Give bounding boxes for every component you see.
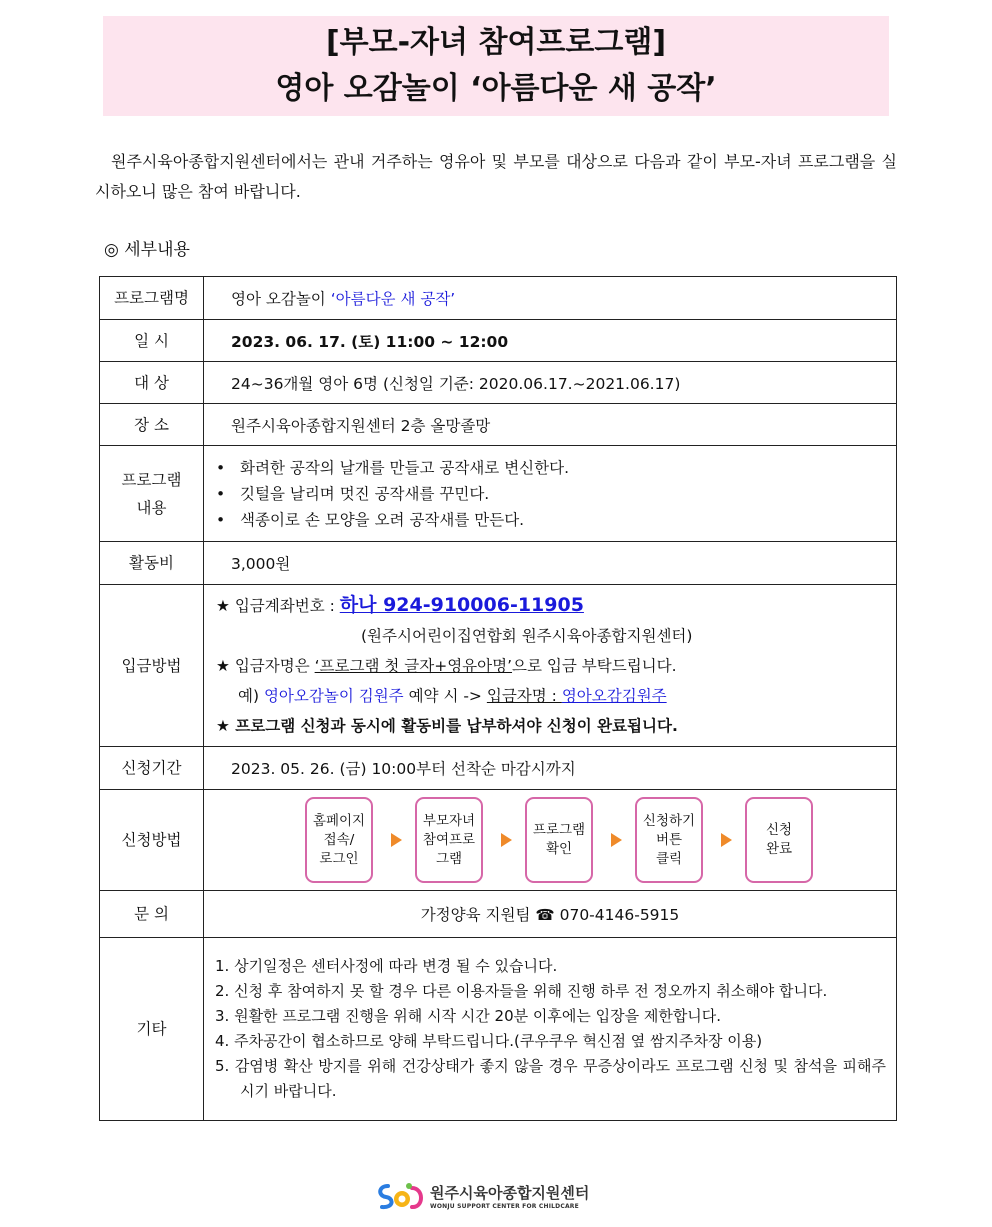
program-name-value: 영아 오감놀이 ‘아름다운 새 공작’: [204, 277, 897, 320]
row-label: 기타: [100, 938, 204, 1121]
table-row: [100, 277, 897, 320]
arrow-right-icon: [501, 833, 512, 847]
depositor-rule: ‘프로그램 첫 글자+영유아명’: [314, 657, 513, 675]
title-banner: [103, 16, 889, 116]
row-label: 문 의: [100, 891, 204, 938]
row-label: 활동비: [100, 542, 204, 585]
account-holder: (원주시어린이집연합회 원주시육아종합지원센터): [361, 627, 693, 645]
footer-logo: [376, 1180, 589, 1212]
flow-step: 신청하기 버튼 클릭: [635, 797, 703, 883]
list-item: • 깃털을 날리며 멋진 공작새를 꾸민다.: [216, 481, 895, 507]
table-row: [100, 938, 897, 1121]
intro-text: 원주시육아종합지원센터에서는 관내 거주하는 영유아 및 부모를 대상으로 다음과 같이 부모-자녀 프로그램을 실시하오니 많은 참여 바랍니다.: [95, 152, 897, 201]
program-name-highlight: ‘아름다운 새 공작’: [330, 290, 456, 308]
arrow-right-icon: [391, 833, 402, 847]
payment-notice: ★ 프로그램 신청과 동시에 활동비를 납부하셔야 신청이 완료됩니다.: [216, 717, 678, 735]
date-value: 2023. 06. 17. (토) 11:00 ~ 12:00: [204, 320, 897, 362]
list-item: 4. 주차공간이 협소하므로 양해 부탁드립니다.(쿠우쿠우 혁신점 옆 쌈지주차장 이용): [215, 1032, 763, 1050]
title-line-2: 영아 오감놀이 ‘아름다운 새 공작’: [275, 71, 717, 106]
row-label: 신청기간: [100, 747, 204, 790]
place-value: 원주시육아종합지원센터 2층 올망졸망: [204, 404, 897, 446]
org-name: 원주시육아종합지원센터: [430, 1184, 590, 1202]
center-logo-icon: [376, 1180, 426, 1212]
content-list: [204, 455, 895, 533]
list-item: 1. 상기일정은 센터사정에 따라 변경 될 수 있습니다.: [215, 957, 558, 975]
application-flow: [205, 797, 895, 883]
method-flow-cell: [204, 790, 897, 891]
details-table: [99, 276, 897, 1121]
flow-step: 부모자녀 참여프로 그램: [415, 797, 483, 883]
list-item: 3. 원활한 프로그램 진행을 위해 시작 시간 20분 이후에는 입장을 제한합니다.: [215, 1007, 722, 1025]
payment-cell: ★ 입금계좌번호 : 하나 924-910006-11905 (원주시어린이집연합회 원주시육아종합지원센터) ★ 입금자명은 ‘프로그램 첫 글자+영유아명’으로 입금 부탁드립니다. 예) 영아오감놀이 김원주 예약 시 -> 입금자명 : 영아오감김원주 ★ 프로그램 신청과 동시에 활동비를 납부하셔야 신청이 완료됩니다.: [204, 585, 897, 747]
arrow-right-icon: [721, 833, 732, 847]
table-row: [100, 790, 897, 891]
row-label: 신청방법: [100, 790, 204, 891]
list-item: • 색종이로 손 모양을 오려 공작새를 만든다.: [216, 507, 895, 533]
row-label: 프로그램 내용: [100, 446, 204, 542]
etc-cell: [204, 938, 897, 1121]
flow-step: 프로그램 확인: [525, 797, 593, 883]
org-name-en: WONJU SUPPORT CENTER FOR CHILDCARE: [430, 1203, 579, 1210]
table-row: [100, 362, 897, 404]
table-row: [100, 542, 897, 585]
list-item: 2. 신청 후 참여하지 못 할 경우 다른 이용자들을 위해 진행 하루 전 정오까지 취소해야 합니다.: [215, 982, 828, 1000]
account-number: 하나 924-910006-11905: [339, 594, 584, 616]
row-label: 장 소: [100, 404, 204, 446]
arrow-right-icon: [611, 833, 622, 847]
row-label: 입금방법: [100, 585, 204, 747]
table-row: [100, 585, 897, 747]
table-row: [100, 747, 897, 790]
list-item: • 화려한 공작의 날개를 만들고 공작새로 변신한다.: [216, 455, 895, 481]
list-item: 5. 감염병 확산 방지를 위해 건강상태가 좋지 않을 경우 무증상이라도 프로그램 신청 및 참석을 피해주시기 바랍니다.: [215, 1057, 886, 1100]
table-row: [100, 446, 897, 542]
target-value: 24~36개월 영아 6명 (신청일 기준: 2020.06.17.~2021.06.17): [204, 362, 897, 404]
content-list-cell: [204, 446, 897, 542]
table-row: [100, 404, 897, 446]
deposit-example: 예) 영아오감놀이 김원주 예약 시 -> 입금자명 : 영아오감김원주: [238, 687, 667, 705]
period-value: 2023. 05. 26. (금) 10:00부터 선착순 마감시까지: [204, 747, 897, 790]
fee-value: 3,000원: [204, 542, 897, 585]
row-label: 일 시: [100, 320, 204, 362]
etc-list: [205, 954, 886, 1104]
section-title: ◎ 세부내용: [104, 240, 190, 260]
flow-step: 신청 완료: [745, 797, 813, 883]
table-row: [100, 320, 897, 362]
row-label: 대 상: [100, 362, 204, 404]
title-line-1: [부모-자녀 참여프로그램]: [325, 25, 667, 60]
row-label: 프로그램명: [100, 277, 204, 320]
contact-value: 가정양육 지원팀 ☎ 070-4146-5915: [204, 891, 897, 938]
flow-step: 홈페이지 접속/ 로그인: [305, 797, 373, 883]
table-row: [100, 891, 897, 938]
